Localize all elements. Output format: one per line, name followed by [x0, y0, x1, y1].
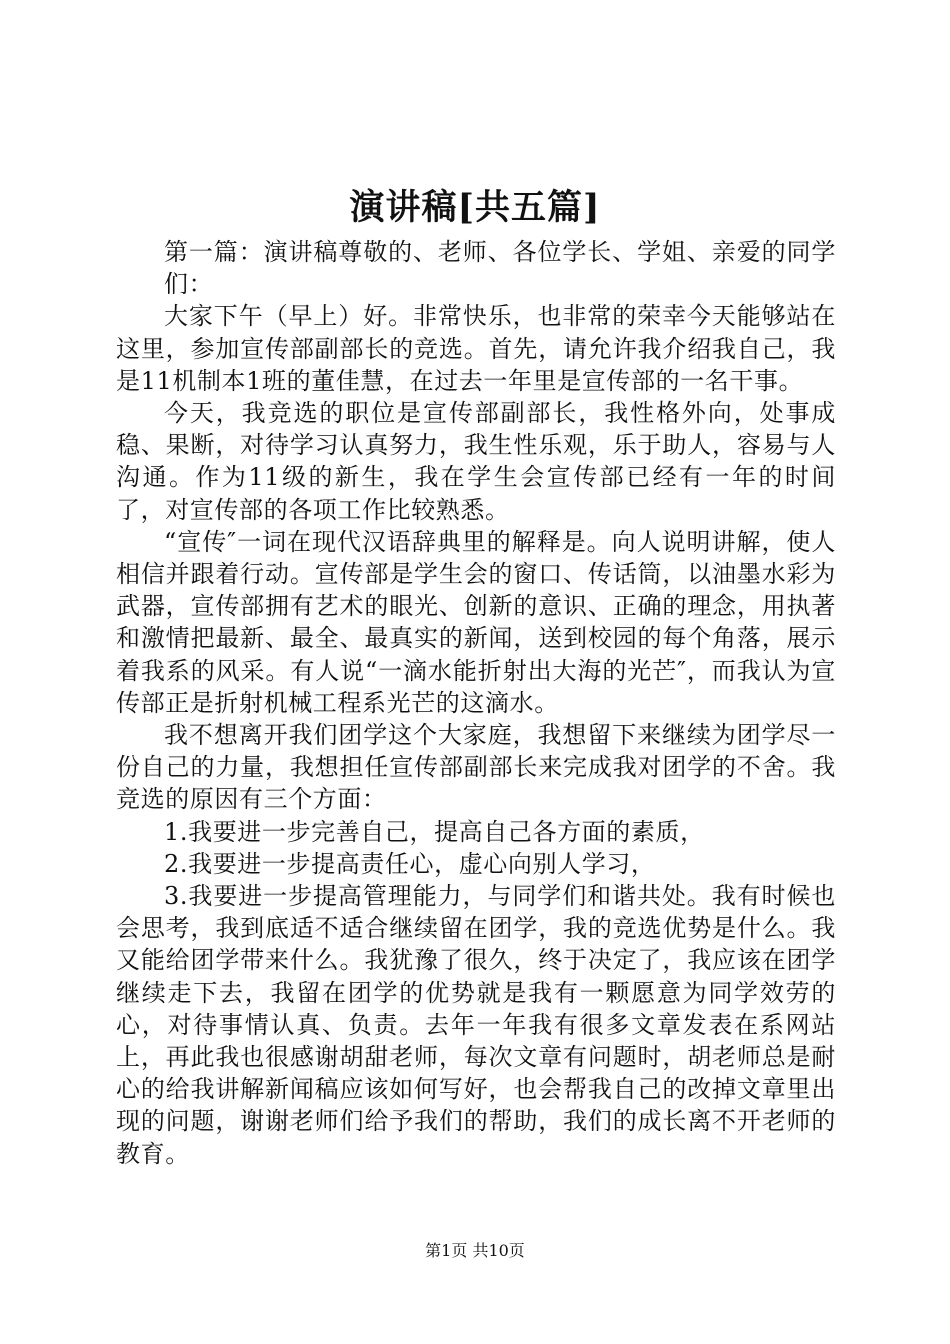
- paragraph: 大家下午（早上）好。非常快乐，也非常的荣幸今天能够站在这里，参加宣传部副部长的竞选。首先，请允许我介绍我自己，我是11机制本1班的董佳慧，在过去一年里是宣传部的一名干事。: [116, 302, 836, 395]
- document-title: 演讲稿[共五篇]: [349, 187, 601, 228]
- list-item: 3.我要进一步提高管理能力，与同学们和谐共处。我有时候也会思考，我到底适不适合继续留在团学，我的竞选优势是什么。我又能给团学带来什么。我犹豫了很久，终于决定了，我应该在团学继续走下去，我留在团学的优势就是我有一颗愿意为同学效劳的心，对待事情认真、负责。去年一年我有很多文章发表在系网站上，再此我也很感谢胡甜老师，每次文章有问题时，胡老师总是耐心的给我讲解新闻稿应该如何写好，也会帮我自己的改掉文章里出现的问题，谢谢老师们给予我们的帮助，我们的成长离不开老师的教育。: [116, 882, 836, 1168]
- paragraph-salutation: 第一篇：演讲稿尊敬的、老师、各位学长、学姐、亲爱的同学们：: [164, 238, 836, 299]
- paragraph: 今天，我竞选的职位是宣传部副部长，我性格外向，处事成稳、果断，对待学习认真努力，我生性乐观，乐于助人，容易与人沟通。作为11级的新生，我在学生会宣传部已经有一年的时间了，对宣传部的各项工作比较熟悉。: [116, 399, 836, 524]
- paragraph: 我不想离开我们团学这个大家庭，我想留下来继续为团学尽一份自己的力量，我想担任宣传部副部长来完成我对团学的不舍。我竞选的原因有三个方面：: [116, 721, 836, 814]
- page-footer: 第1页 共10页: [425, 1241, 525, 1260]
- list-item: 2.我要进一步提高责任心，虚心向别人学习，: [164, 849, 656, 878]
- document-body: [116, 236, 836, 1170]
- paragraph: “宣传″一词在现代汉语辞典里的解释是。向人说明讲解，使人相信并跟着行动。宣传部是学生会的窗口、传话筒，以油墨水彩为武器，宣传部拥有艺术的眼光、创新的意识、正确的理念，用执著和激情把最新、最全、最真实的新闻，送到校园的每个角落，展示着我系的风采。有人说“一滴水能折射出大海的光芒″，而我认为宣传部正是折射机械工程系光芒的这滴水。: [116, 527, 836, 717]
- list-item: 1.我要进一步完善自己，提高自己各方面的素质，: [164, 817, 705, 846]
